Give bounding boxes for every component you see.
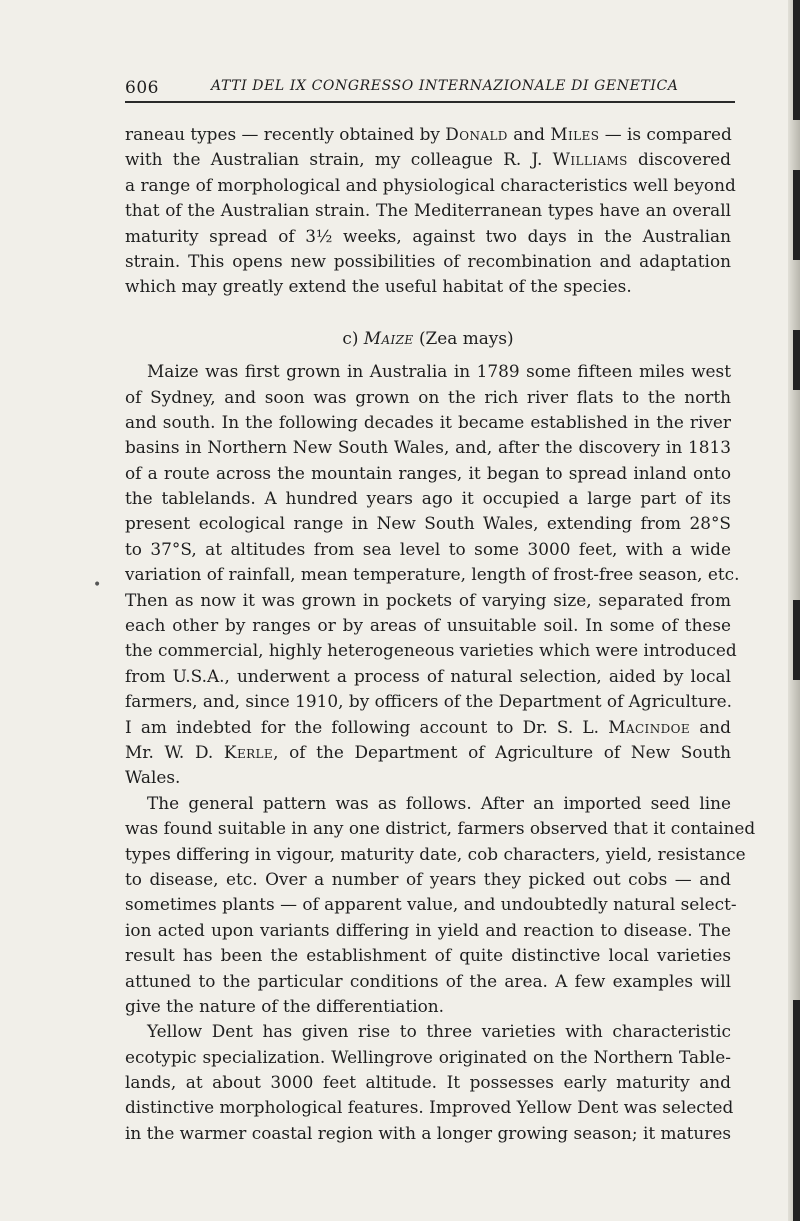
text-run: and bbox=[690, 716, 731, 737]
paragraph-general-pattern bbox=[125, 791, 756, 1020]
text-line bbox=[125, 274, 731, 299]
text-run: and south. In the following decades it became established in the river bbox=[125, 411, 731, 432]
text-run: the tablelands. A hundred years ago it occupied a large part of its bbox=[125, 488, 731, 509]
text-line bbox=[125, 147, 731, 172]
author-name: Donald bbox=[445, 124, 508, 144]
text-line bbox=[125, 410, 731, 435]
page-header bbox=[125, 78, 735, 102]
running-title: ATTI DEL IX CONGRESSO INTERNAZIONALE DI GENETICA bbox=[211, 78, 679, 94]
edge-mark bbox=[793, 330, 800, 390]
text-line bbox=[125, 588, 731, 613]
author-name: Williams bbox=[552, 149, 628, 170]
text-run: result has been the establishment of quite distinctive local varieties bbox=[125, 945, 731, 966]
paragraph-maize-history bbox=[125, 359, 740, 791]
text-run: maturity spread of 3½ weeks, against two days in the Australian bbox=[125, 225, 731, 246]
text-run: strain. This opens new possibilities of recombination and adaptation bbox=[125, 250, 731, 271]
text-line bbox=[125, 765, 731, 790]
edge-mark bbox=[793, 0, 800, 120]
text-line bbox=[125, 715, 731, 740]
edge-mark bbox=[793, 1000, 800, 1221]
text-run: present ecological range in New South Wales, extending from 28°S bbox=[125, 513, 731, 534]
author-name: Kerle bbox=[223, 741, 274, 762]
text-run: Maize was first grown in Australia in 1789 some fifteen miles west bbox=[147, 361, 731, 382]
text-line bbox=[125, 689, 731, 714]
text-run: ion acted upon variants differing in yield and reaction to disease. The bbox=[125, 919, 731, 940]
text-run: to 37°S, at altitudes from sea level to some 3000 feet, with a wide bbox=[125, 538, 731, 559]
text-run: a range of morphological and physiological characteristics well beyond bbox=[125, 174, 736, 195]
text-line bbox=[125, 638, 737, 663]
author-name: Macindoe bbox=[608, 716, 691, 737]
text-line bbox=[125, 1095, 734, 1120]
text-run: ecotypic specialization. Wellingrove originated on the Northern Table- bbox=[125, 1046, 731, 1067]
text-line bbox=[125, 537, 731, 562]
text-run: The general pattern was as follows. After an imported seed line bbox=[147, 792, 731, 813]
text-run: sometimes plants — of apparent value, and undoubtedly natural select- bbox=[125, 894, 737, 915]
text-line bbox=[125, 224, 731, 249]
edge-mark bbox=[793, 600, 800, 680]
text-line bbox=[125, 198, 731, 223]
text-line bbox=[125, 1019, 731, 1044]
text-line bbox=[125, 842, 746, 867]
text-run: variation of rainfall, mean temperature, length of frost-free season, etc. bbox=[125, 564, 740, 585]
text-line bbox=[125, 791, 731, 816]
text-line bbox=[125, 249, 731, 274]
text-run: that of the Australian strain. The Mediterranean types have an overall bbox=[125, 200, 731, 221]
text-run: was found suitable in any one district, farmers observed that it contained bbox=[125, 818, 756, 839]
section-heading bbox=[125, 326, 731, 351]
text-run: Yellow Dent has given rise to three varieties with characteristic bbox=[147, 1021, 731, 1042]
text-run: Then as now it was grown in pockets of varying size, separated from bbox=[125, 589, 731, 610]
paragraph-yellow-dent bbox=[125, 1019, 734, 1146]
text-line bbox=[125, 994, 731, 1019]
body-text bbox=[125, 122, 756, 1146]
text-run: I am indebted for the following account to Dr. S. L. bbox=[125, 716, 609, 737]
text-line bbox=[125, 1070, 731, 1095]
text-line bbox=[125, 1121, 731, 1146]
text-line bbox=[125, 385, 731, 410]
text-run: in the warmer coastal region with a longer growing season; it matures bbox=[125, 1122, 732, 1143]
text-line bbox=[125, 122, 731, 147]
text-run: from U.S.A., underwent a process of natural selection, aided by local bbox=[125, 665, 731, 686]
text-line bbox=[125, 740, 731, 765]
text-run: give the nature of the differentiation. bbox=[125, 995, 445, 1016]
text-line bbox=[125, 867, 731, 892]
text-run: basins in Northern New South Wales, and, after the discovery in 1813 bbox=[125, 437, 731, 458]
text-line bbox=[125, 562, 740, 587]
text-run: of Sydney, and soon was grown on the rich river flats to the north bbox=[125, 386, 731, 407]
text-run: types differing in vigour, maturity date, cob characters, yield, resistance bbox=[125, 843, 746, 864]
text-line bbox=[125, 943, 731, 968]
text-run: of a route across the mountain ranges, it began to spread inland onto bbox=[125, 462, 731, 483]
text-line bbox=[125, 969, 731, 994]
text-run: which may greatly extend the useful habitat of the species. bbox=[125, 276, 632, 297]
text-run: and bbox=[507, 124, 551, 144]
text-line bbox=[125, 486, 731, 511]
page-number: 606 bbox=[125, 78, 159, 98]
text-run: farmers, and, since 1910, by officers of the Department of Agriculture. bbox=[125, 691, 733, 712]
text-run: Mr. W. D. bbox=[125, 741, 224, 762]
text-run: c) bbox=[342, 327, 364, 348]
text-run: with the Australian strain, my colleague R. J. bbox=[125, 149, 553, 170]
page-edge-shadow bbox=[788, 0, 800, 1221]
text-line bbox=[125, 918, 731, 943]
text-line bbox=[125, 613, 731, 638]
text-run: to disease, etc. Over a number of years they picked out cobs — and bbox=[125, 868, 731, 889]
author-name: Miles bbox=[550, 124, 600, 144]
text-run: the commercial, highly heterogeneous varieties which were introduced bbox=[125, 640, 737, 661]
text-run: , of the Department of Agriculture of New South bbox=[273, 741, 732, 762]
paragraph-continuation bbox=[125, 122, 736, 300]
text-run: Wales. bbox=[125, 767, 181, 788]
edge-mark bbox=[793, 170, 800, 260]
text-run: distinctive morphological features. Improved Yellow Dent was selected bbox=[125, 1097, 734, 1118]
author-name: Maize bbox=[363, 327, 414, 348]
text-run: attuned to the particular conditions of the area. A few examples will bbox=[125, 970, 731, 991]
text-run: (Zea mays) bbox=[413, 327, 514, 348]
text-run: lands, at about 3000 feet altitude. It possesses early maturity and bbox=[125, 1072, 731, 1093]
header-rule bbox=[125, 101, 735, 103]
text-line bbox=[125, 816, 756, 841]
text-line bbox=[125, 435, 731, 460]
text-run: — is compared bbox=[599, 124, 732, 144]
text-line bbox=[125, 892, 737, 917]
text-line bbox=[125, 461, 731, 486]
text-line bbox=[125, 173, 736, 198]
text-run: discovered bbox=[627, 149, 731, 170]
text-line bbox=[125, 664, 731, 689]
text-line bbox=[125, 1045, 731, 1070]
margin-dot: • bbox=[93, 577, 102, 593]
text-line bbox=[125, 359, 731, 384]
text-line bbox=[125, 511, 731, 536]
text-run: each other by ranges or by areas of unsuitable soil. In some of these bbox=[125, 615, 731, 636]
text-run: raneau types — recently obtained by bbox=[125, 124, 446, 144]
